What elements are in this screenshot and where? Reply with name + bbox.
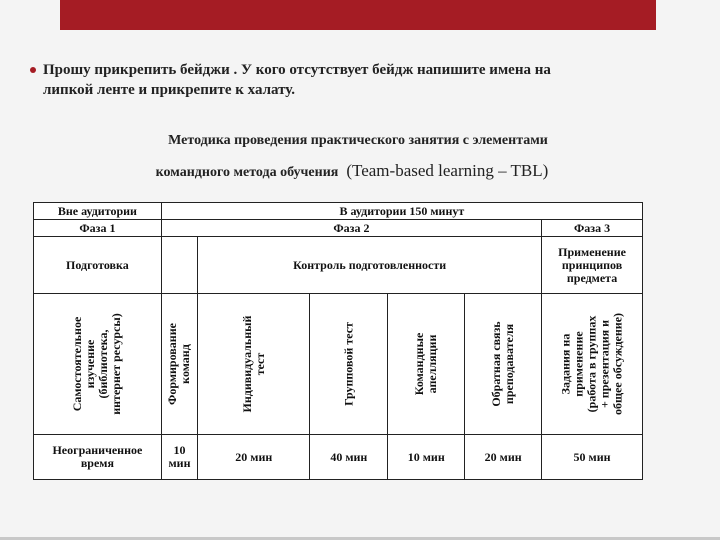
vtext-line: применение [571, 331, 586, 397]
vtext-line: (работа в группах [584, 315, 599, 413]
activity-feedback [465, 294, 542, 435]
method-caption-line-1: Методика проведения практического занятия с элементами [168, 133, 548, 148]
vtext-line: (библиотека, [96, 329, 111, 399]
duration-line: Неограниченное [52, 443, 143, 457]
vtext-line: Задания на [558, 333, 573, 395]
vtext-line: Формирование [165, 323, 180, 405]
table-row [34, 435, 643, 480]
table-row [34, 220, 643, 237]
instruction-bullet [30, 60, 690, 100]
instruction-line-1: Прошу прикрепить бейджи . У кого отсутствует бейдж напишите имена на [43, 62, 551, 78]
activity-group-test [310, 294, 388, 435]
phase-1: Фаза 1 [34, 220, 162, 237]
vtext-line: Обратная связь [489, 321, 504, 407]
vtext-line: команд [178, 344, 193, 384]
duration-cell: 20 мин [465, 435, 542, 480]
duration-line: 10 [173, 443, 186, 457]
application-cell [542, 237, 643, 294]
duration-line: время [80, 456, 114, 470]
table-row [34, 203, 643, 220]
table-row [34, 294, 643, 435]
vtext-line: общее обсуждение) [610, 312, 625, 416]
control-cell: Контроль подготовленности [198, 237, 542, 294]
vtext-line: интернет ресурсы) [109, 313, 124, 415]
application-line: принципов [561, 257, 623, 272]
duration-cell [34, 435, 162, 480]
vtext-line: Групповой тест [341, 322, 356, 406]
bullet-icon [30, 67, 36, 73]
activity-team-forming [161, 294, 197, 435]
phase-2: Фаза 2 [161, 220, 541, 237]
vtext-line: преподавателя [502, 323, 517, 405]
method-caption-text: командного метода обучения [155, 165, 339, 180]
application-line: предмета [566, 270, 618, 285]
phase-3: Фаза 3 [542, 220, 643, 237]
inside-header: В аудитории 150 минут [161, 203, 642, 220]
duration-cell: 20 мин [198, 435, 310, 480]
method-caption-latin: (Team-based learning – TBL) [346, 161, 549, 180]
duration-cell: 10 мин [388, 435, 465, 480]
duration-line: мин [168, 456, 191, 470]
empty-cell [161, 237, 197, 294]
activity-team-appeals [388, 294, 465, 435]
duration-cell [161, 435, 197, 480]
method-table-image [33, 202, 643, 478]
vtext-line: апелляции [425, 334, 440, 394]
activity-application-tasks [542, 294, 643, 435]
application-line: Применение [558, 244, 626, 259]
duration-cell: 40 мин [310, 435, 388, 480]
duration-cell: 50 мин [542, 435, 643, 480]
title-bar [60, 0, 656, 30]
outside-header: Вне аудитории [34, 203, 162, 220]
method-caption-line-2 [0, 161, 712, 181]
activity-self-study [34, 294, 162, 435]
table-row [34, 237, 643, 294]
vtext-line: + презентация и [597, 319, 612, 409]
preparation-cell: Подготовка [34, 237, 162, 294]
vtext-line: тест [252, 352, 267, 376]
vtext-line: изучение [83, 339, 98, 389]
vtext-line: Командные [412, 332, 427, 396]
method-table [33, 202, 643, 480]
vtext-line: Индивидуальный [239, 315, 254, 413]
activity-individual-test [198, 294, 310, 435]
instruction-line-2: липкой ленте и прикрепите к халату. [43, 82, 296, 98]
vtext-line: Самостоятельное [70, 316, 85, 412]
